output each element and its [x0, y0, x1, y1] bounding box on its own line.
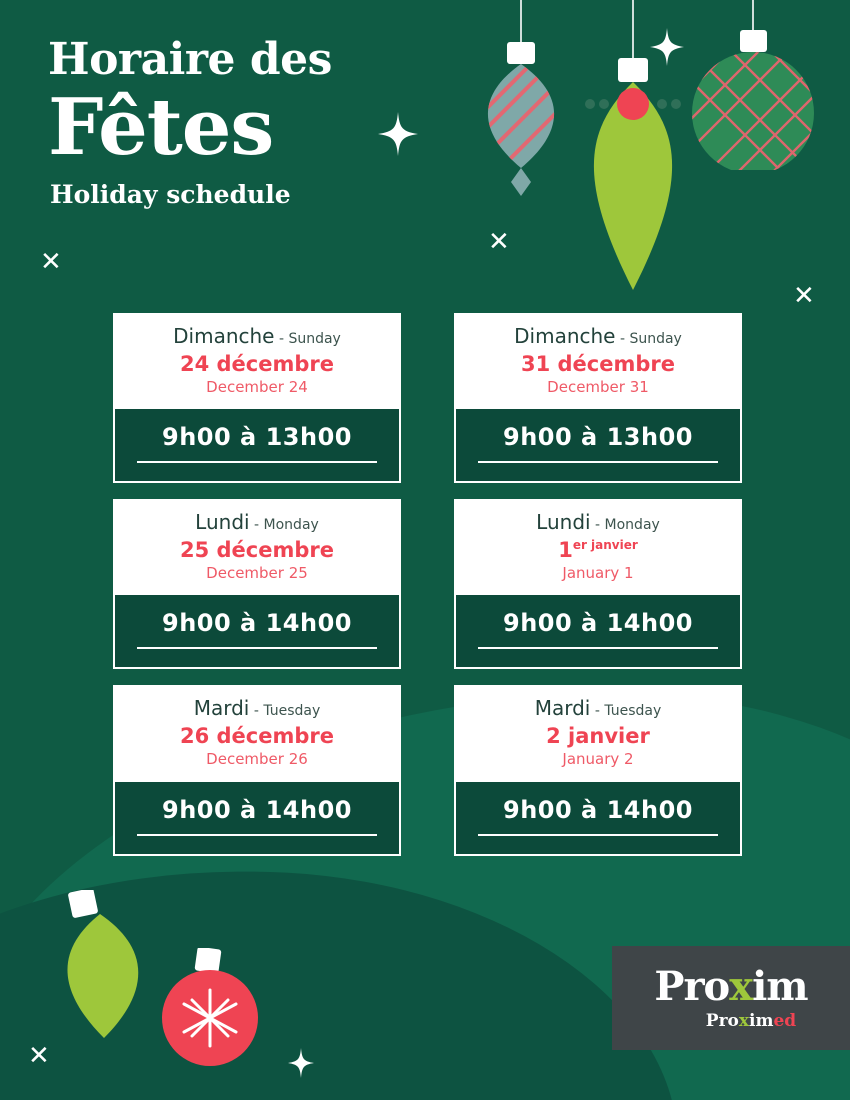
day-line: [121, 511, 393, 534]
date-fr: 2 janvier: [546, 724, 650, 749]
day-name-fr: Dimanche: [173, 324, 275, 348]
date-en: December 25: [206, 563, 308, 582]
schedule-card-header: [456, 501, 740, 595]
ornament-bottom-red-ball-icon: [160, 948, 266, 1078]
date-fr: [462, 538, 734, 562]
schedule-card-hours-panel: [115, 782, 399, 854]
title-line-2: Fêtes: [48, 82, 274, 173]
schedule-card: [113, 313, 401, 483]
title-subtitle: Holiday schedule: [50, 180, 291, 209]
x-mark-decoration: ✕: [793, 280, 815, 310]
brand-sub-part2: im: [749, 1010, 774, 1031]
schedule-card-hours-panel: [456, 409, 740, 481]
ornament-bottom-green-drop-icon: [52, 890, 162, 1040]
day-name-en: - Tuesday: [594, 703, 662, 720]
schedule-card: [454, 313, 742, 483]
hours-text: 9h00 à 14h00: [478, 609, 718, 649]
schedule-card-header: [456, 315, 740, 409]
title-line-1: Horaire des: [48, 34, 332, 85]
day-line: [121, 697, 393, 720]
day-line: [462, 697, 734, 720]
schedule-card-grid: [113, 313, 743, 872]
four-point-star-icon: [288, 1048, 314, 1078]
four-point-star-icon: [378, 112, 418, 156]
brand-sub-ed: ed: [773, 1010, 797, 1031]
day-name-fr: Lundi: [195, 510, 250, 535]
x-mark-decoration: ✕: [40, 246, 62, 276]
date-en: December 24: [206, 377, 308, 396]
date-fr: 31 décembre: [520, 351, 675, 376]
date-en: December 26: [206, 750, 308, 769]
brand-logo-box: [612, 946, 850, 1050]
schedule-card-hours-panel: [456, 595, 740, 667]
schedule-card-header: [115, 501, 399, 595]
schedule-card: [454, 499, 742, 669]
schedule-card-hours-panel: [115, 595, 399, 667]
four-point-star-icon: [650, 28, 684, 66]
schedule-card-header: [115, 315, 399, 409]
day-name-fr: Lundi: [536, 510, 591, 535]
day-name-fr: Mardi: [193, 696, 250, 721]
brand-logo-subname: [705, 1010, 797, 1031]
hours-text: 9h00 à 14h00: [478, 796, 718, 836]
date-fr-number: 1: [558, 537, 573, 562]
hours-text: 9h00 à 14h00: [137, 796, 377, 836]
day-name-en: - Tuesday: [253, 703, 321, 720]
hours-text: 9h00 à 13h00: [137, 423, 377, 463]
day-line: [462, 511, 734, 534]
hours-text: 9h00 à 14h00: [137, 609, 377, 649]
brand-sub-x: x: [738, 1010, 750, 1031]
schedule-card: [454, 685, 742, 855]
day-name-fr: Dimanche: [514, 324, 616, 348]
brand-name-x: x: [729, 962, 753, 1010]
schedule-card: [113, 499, 401, 669]
ornament-green-lattice-ball-icon: [690, 0, 820, 170]
date-en: January 2: [562, 750, 634, 769]
schedule-card-header: [456, 687, 740, 781]
day-name-en: - Sunday: [278, 331, 341, 347]
day-name-en: - Monday: [254, 517, 319, 534]
x-mark-decoration: ✕: [28, 1040, 50, 1070]
brand-logo-name: [654, 962, 808, 1010]
day-name-fr: Mardi: [534, 696, 591, 721]
date-fr: 25 décembre: [179, 537, 334, 562]
day-name-en: - Monday: [595, 517, 660, 534]
date-fr-suffix: er janvier: [572, 537, 638, 552]
hours-text: 9h00 à 13h00: [478, 423, 718, 463]
brand-name-part1: Pro: [654, 962, 730, 1010]
date-fr: 24 décembre: [179, 351, 334, 376]
x-mark-decoration: ✕: [488, 226, 510, 256]
brand-sub-part1: Pro: [705, 1010, 739, 1031]
date-en: January 1: [562, 563, 634, 582]
day-line: [462, 325, 734, 348]
schedule-card-header: [115, 687, 399, 781]
schedule-card-hours-panel: [115, 409, 399, 481]
day-name-en: - Sunday: [619, 331, 682, 347]
day-line: [121, 325, 393, 348]
schedule-card: [113, 685, 401, 855]
date-fr: 26 décembre: [179, 724, 334, 749]
date-en: December 31: [547, 377, 649, 396]
brand-name-part2: im: [752, 962, 808, 1010]
schedule-card-hours-panel: [456, 782, 740, 854]
